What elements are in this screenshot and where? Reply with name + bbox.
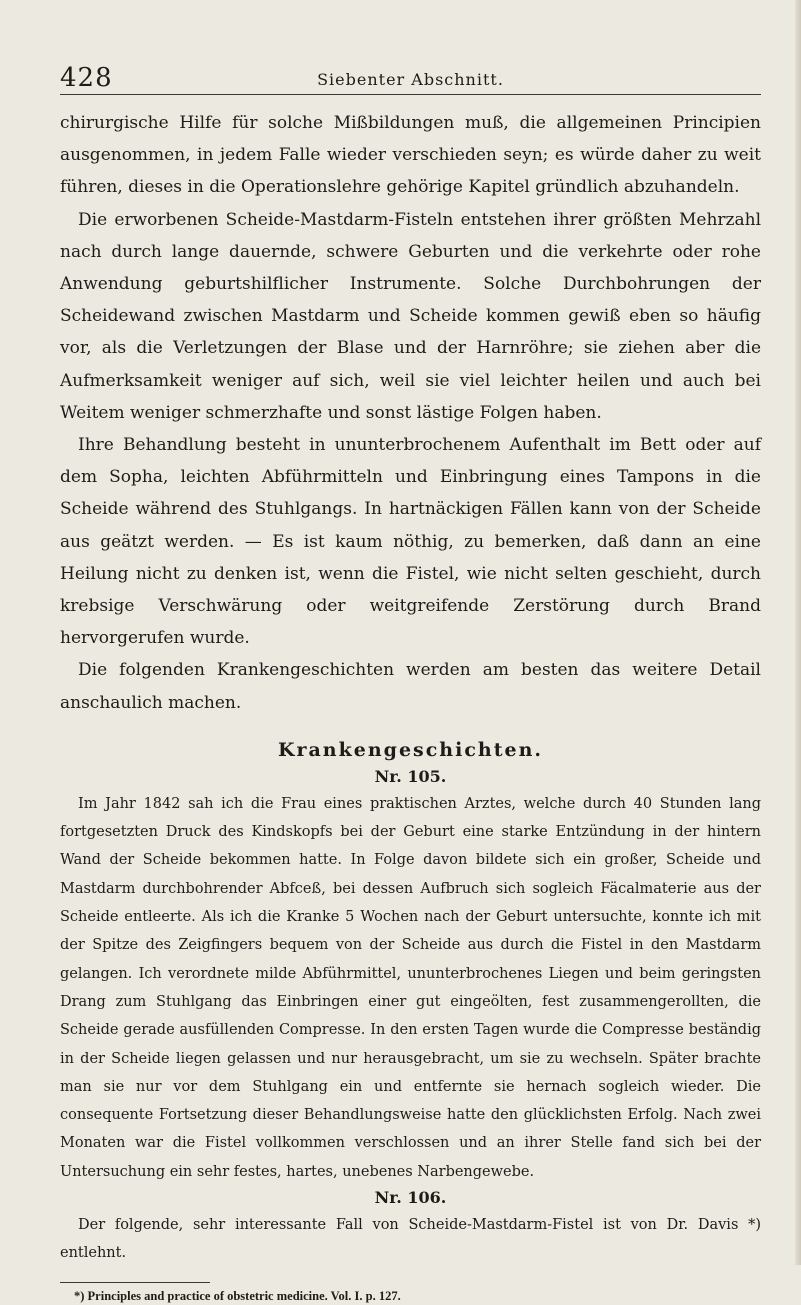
page-edge-shadow bbox=[795, 0, 801, 1265]
case-histories-heading: Krankengeschichten. bbox=[277, 738, 544, 761]
body-paragraph: Die erworbenen Scheide-Mastdarm-Fisteln entstehen ihrer größten Mehrzahl nach durch lange dauernde, schwere Geburten und die verkehrte oder rohe Anwendung geburtshilflicher Instrumente. Solche Durchbohrungen der Scheidewand zwischen Mastdarm und Scheide kommen gewiß eben so häufig vor, als die Verletzungen der Blase und der Harnröhre; sie ziehen aber die Aufmerksamkeit weniger auf sich, weil sie viel leichter heilen und auch bei Weitem weniger schmerzhafte und sonst lästige Folgen haben. bbox=[60, 209, 761, 423]
body-paragraph: Die folgenden Krankengeschichten werden am besten das weitere Detail anschaulich machen. bbox=[60, 660, 761, 713]
footnote-divider bbox=[60, 1282, 210, 1283]
case-number: Nr. 106. bbox=[374, 1188, 447, 1208]
section-title: Siebenter Abschnitt. bbox=[317, 70, 504, 89]
case-text: Der folgende, sehr interessante Fall von Scheide-Mastdarm-Fistel ist von Dr. Davis *) entlehnt. bbox=[60, 1217, 761, 1262]
case-number: Nr. 105. bbox=[374, 766, 447, 786]
page-number: 428 bbox=[60, 63, 113, 93]
case-text: Im Jahr 1842 sah ich die Frau eines praktischen Arztes, welche durch 40 Stunden lang fortgesetzten Druck des Kindskopfs bei der Geburt eine starke Entzündung in der hintern Wand der Scheide bekommen hatte. In Folge davon bildete sich ein großer, Scheide und Mastdarm durchbohrender Abfceß, bei dessen Aufbruch sich sogleich Fäcalmaterie aus der Scheide entleerte. Als ich die Kranke 5 Wochen nach der Geburt untersuchte, konnte ich mit der Spitze des Zeigfingers bequem von der Scheide aus durch die Fistel in den Mastdarm gelangen. Ich verordnete milde Abführmittel, ununterbrochenes Liegen und beim geringsten Drang zum Stuhlgang das Einbringen einer gut eingeölten, fest zusammengerollten, die Scheide gerade ausfüllenden Compresse. In den ersten Tagen wurde die Compresse beständig in der Scheide liegen gelassen und nur herausgebracht, um sie zu wechseln. Später brachte man sie nur vor dem Stuhlgang ein und entfernte sie hernach sogleich wieder. Die consequente Fortsetzung dieser Behandlungsweise hatte den glücklichsten Erfolg. Nach zwei Monaten war die Fistel vollkommen verschlossen und an ihrer Stelle fand sich bei der Untersuchung ein sehr festes, hartes, unebenes Narbengewebe. bbox=[60, 795, 761, 1180]
footnote: *) Principles and practice of obstetric medicine. Vol. I. p. 127. bbox=[74, 1288, 401, 1303]
body-paragraph: Ihre Behandlung besteht in ununterbrochenem Aufenthalt im Bett oder auf dem Sopha, leichten Abführmitteln und Einbringung eines Tampons in die Scheide während des Stuhlgangs. In hartnäckigen Fällen kann von der Scheide aus geätzt werden. — Es ist kaum nöthig, zu bemerken, daß dann an eine Heilung nicht zu denken ist, wenn die Fistel, wie nicht selten geschieht, durch krebsige Verschwärung oder weitgreifende Zerstörung durch Brand hervorgerufen wurde. bbox=[60, 435, 761, 649]
body-paragraph: chirurgische Hilfe für solche Mißbildungen muß, die allgemeinen Principien ausgenommen, in jedem Falle wieder verschieden seyn; es würde daher zu weit führen, dieses in die Operationslehre gehörige Kapitel gründlich abzuhandeln. bbox=[60, 113, 761, 198]
running-head bbox=[60, 64, 761, 95]
